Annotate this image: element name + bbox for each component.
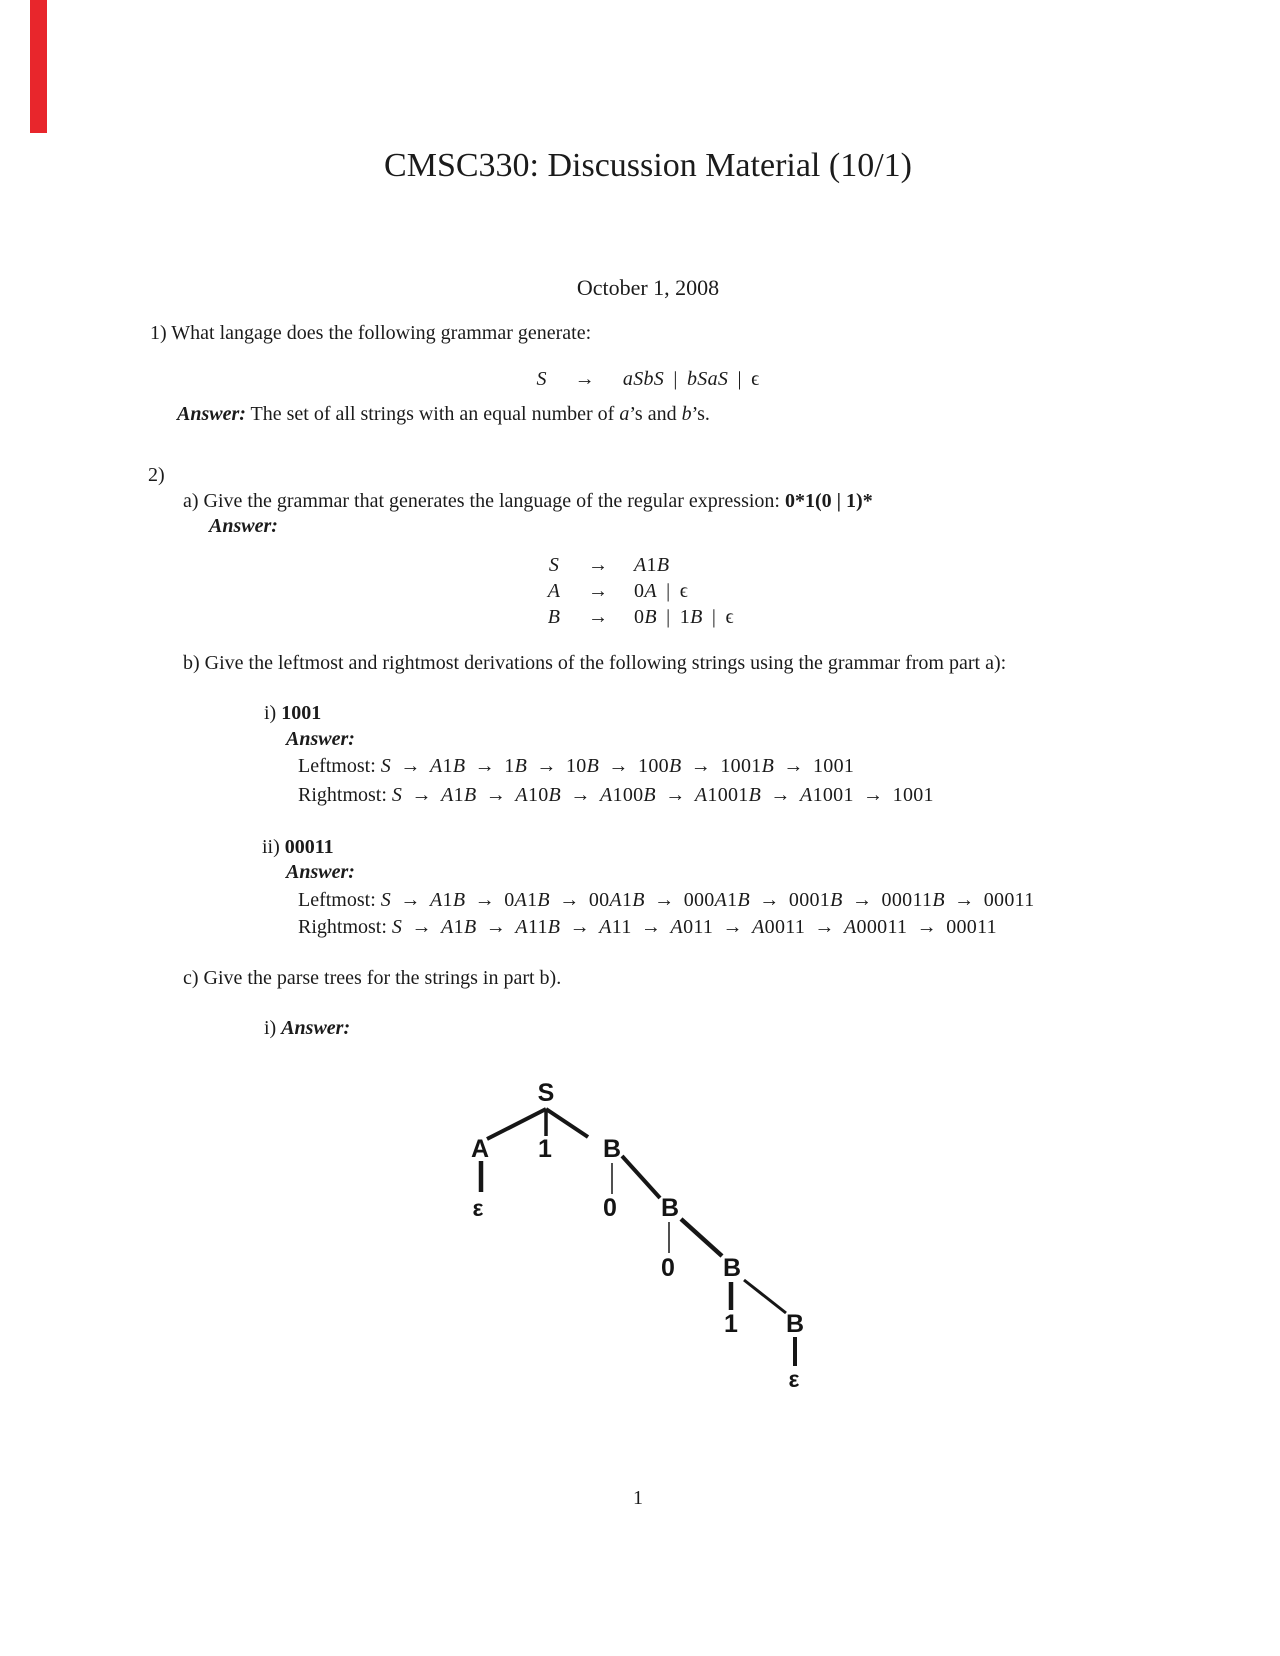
document-date: October 1, 2008 <box>576 275 720 300</box>
production-rhs: A1B <box>634 553 670 576</box>
q2b-i-rightmost <box>298 783 934 807</box>
q2-number: 2) <box>148 464 165 486</box>
q2c-i-label: i) <box>264 1017 282 1039</box>
q2a-regex: 0*1(0 | 1)* <box>784 490 873 512</box>
tree-node-B1: B <box>602 1135 622 1163</box>
q2b-ii-heading <box>262 835 334 859</box>
tree-node-epsilon-1: ε <box>472 1195 484 1221</box>
q2b-ii-rightmost <box>298 915 997 939</box>
q2c-i-answer-label: Answer: <box>281 1017 351 1039</box>
parse-tree-figure <box>420 1040 850 1400</box>
production-arrow: → <box>588 579 608 602</box>
production-arrow: → <box>588 553 608 576</box>
production-rhs: 0A | ϵ <box>634 579 689 602</box>
production-lhs: B <box>547 605 561 628</box>
q1-answer <box>177 402 710 426</box>
red-bookmark-bar <box>30 0 47 133</box>
edge-B1-B2 <box>622 1156 660 1198</box>
tree-node-A: A <box>470 1135 490 1163</box>
tree-node-S: S <box>537 1079 555 1107</box>
q2a-grammar-block <box>546 552 734 630</box>
q1-answer-label: Answer: <box>177 403 246 425</box>
q2b-ii-string: 00011 <box>284 836 334 858</box>
edge-S-B <box>546 1109 588 1137</box>
q1-answer-var-a: a <box>619 403 630 425</box>
q1-answer-var-b: b <box>681 403 692 425</box>
production-lhs: S <box>548 553 560 576</box>
tree-node-B3: B <box>722 1254 742 1282</box>
leftmost-label: Leftmost: <box>298 755 381 777</box>
edge-B2-B3 <box>681 1219 722 1256</box>
q2b-i-answer-label: Answer: <box>286 728 355 750</box>
q2c-prompt: c) Give the parse trees for the strings in part b). <box>183 967 562 989</box>
rightmost-label: Rightmost: <box>298 916 392 938</box>
q2a-prompt-text: a) Give the grammar that generates the language of the regular expression: <box>183 490 785 512</box>
page-number: 1 <box>633 1487 643 1509</box>
tree-node-epsilon-2: ε <box>788 1366 800 1392</box>
production-row <box>546 552 734 578</box>
rightmost-label: Rightmost: <box>298 784 392 806</box>
q2a-answer-label: Answer: <box>209 515 278 537</box>
production-row <box>546 578 734 604</box>
tree-node-1: 1 <box>538 1135 552 1163</box>
q2b-i-label: i) <box>264 702 282 724</box>
q2b-i-heading <box>264 701 321 725</box>
leftmost-derivation: S → A1B → 1B → 10B → 100B → 1001B → 1001 <box>380 755 855 777</box>
edge-B3-B4 <box>744 1280 786 1313</box>
production-rhs: 0B | 1B | ϵ <box>634 605 734 628</box>
production-lhs: A <box>547 579 561 602</box>
production-arrow: → <box>588 605 608 628</box>
q2b-ii-answer-label: Answer: <box>286 861 355 883</box>
q1-answer-text-1: The set of all strings with an equal number of <box>250 403 620 425</box>
q2b-ii-label: ii) <box>262 836 285 858</box>
q1-grammar-formula: S → aSbS | bSaS | ϵ <box>536 368 760 390</box>
q2b-prompt: b) Give the leftmost and rightmost derivations of the following strings using the grammar from part a): <box>183 652 1007 674</box>
production-row <box>546 604 734 630</box>
rightmost-derivation: S → A1B → A10B → A100B → A1001B → A1001 → 1001 <box>391 784 934 806</box>
q2b-i-string: 1001 <box>281 702 322 724</box>
leftmost-label: Leftmost: <box>298 889 381 911</box>
q1-answer-text-2: ’s and <box>629 403 682 425</box>
leftmost-derivation: S → A1B → 0A1B → 00A1B → 000A1B → 0001B → 00011B → 00011 <box>380 889 1035 911</box>
tree-node-0a: 0 <box>603 1194 617 1222</box>
q2c-i-heading <box>264 1016 350 1040</box>
tree-node-B2: B <box>660 1194 680 1222</box>
q1-answer-text-3: ’s. <box>691 403 710 425</box>
rightmost-derivation: S → A1B → A11B → A11 → A011 → A0011 → A00011 → 00011 <box>391 916 997 938</box>
tree-node-0b: 0 <box>661 1254 675 1282</box>
tree-node-B4: B <box>785 1310 805 1338</box>
q2b-ii-leftmost <box>298 888 1035 912</box>
red-bookmark-rect <box>30 0 47 133</box>
document-title: CMSC330: Discussion Material (10/1) <box>384 147 912 184</box>
tree-node-1b: 1 <box>724 1310 738 1338</box>
q1-prompt: 1) What langage does the following grammar generate: <box>150 322 592 344</box>
q2b-i-leftmost <box>298 754 854 778</box>
q2a-prompt <box>183 489 873 513</box>
